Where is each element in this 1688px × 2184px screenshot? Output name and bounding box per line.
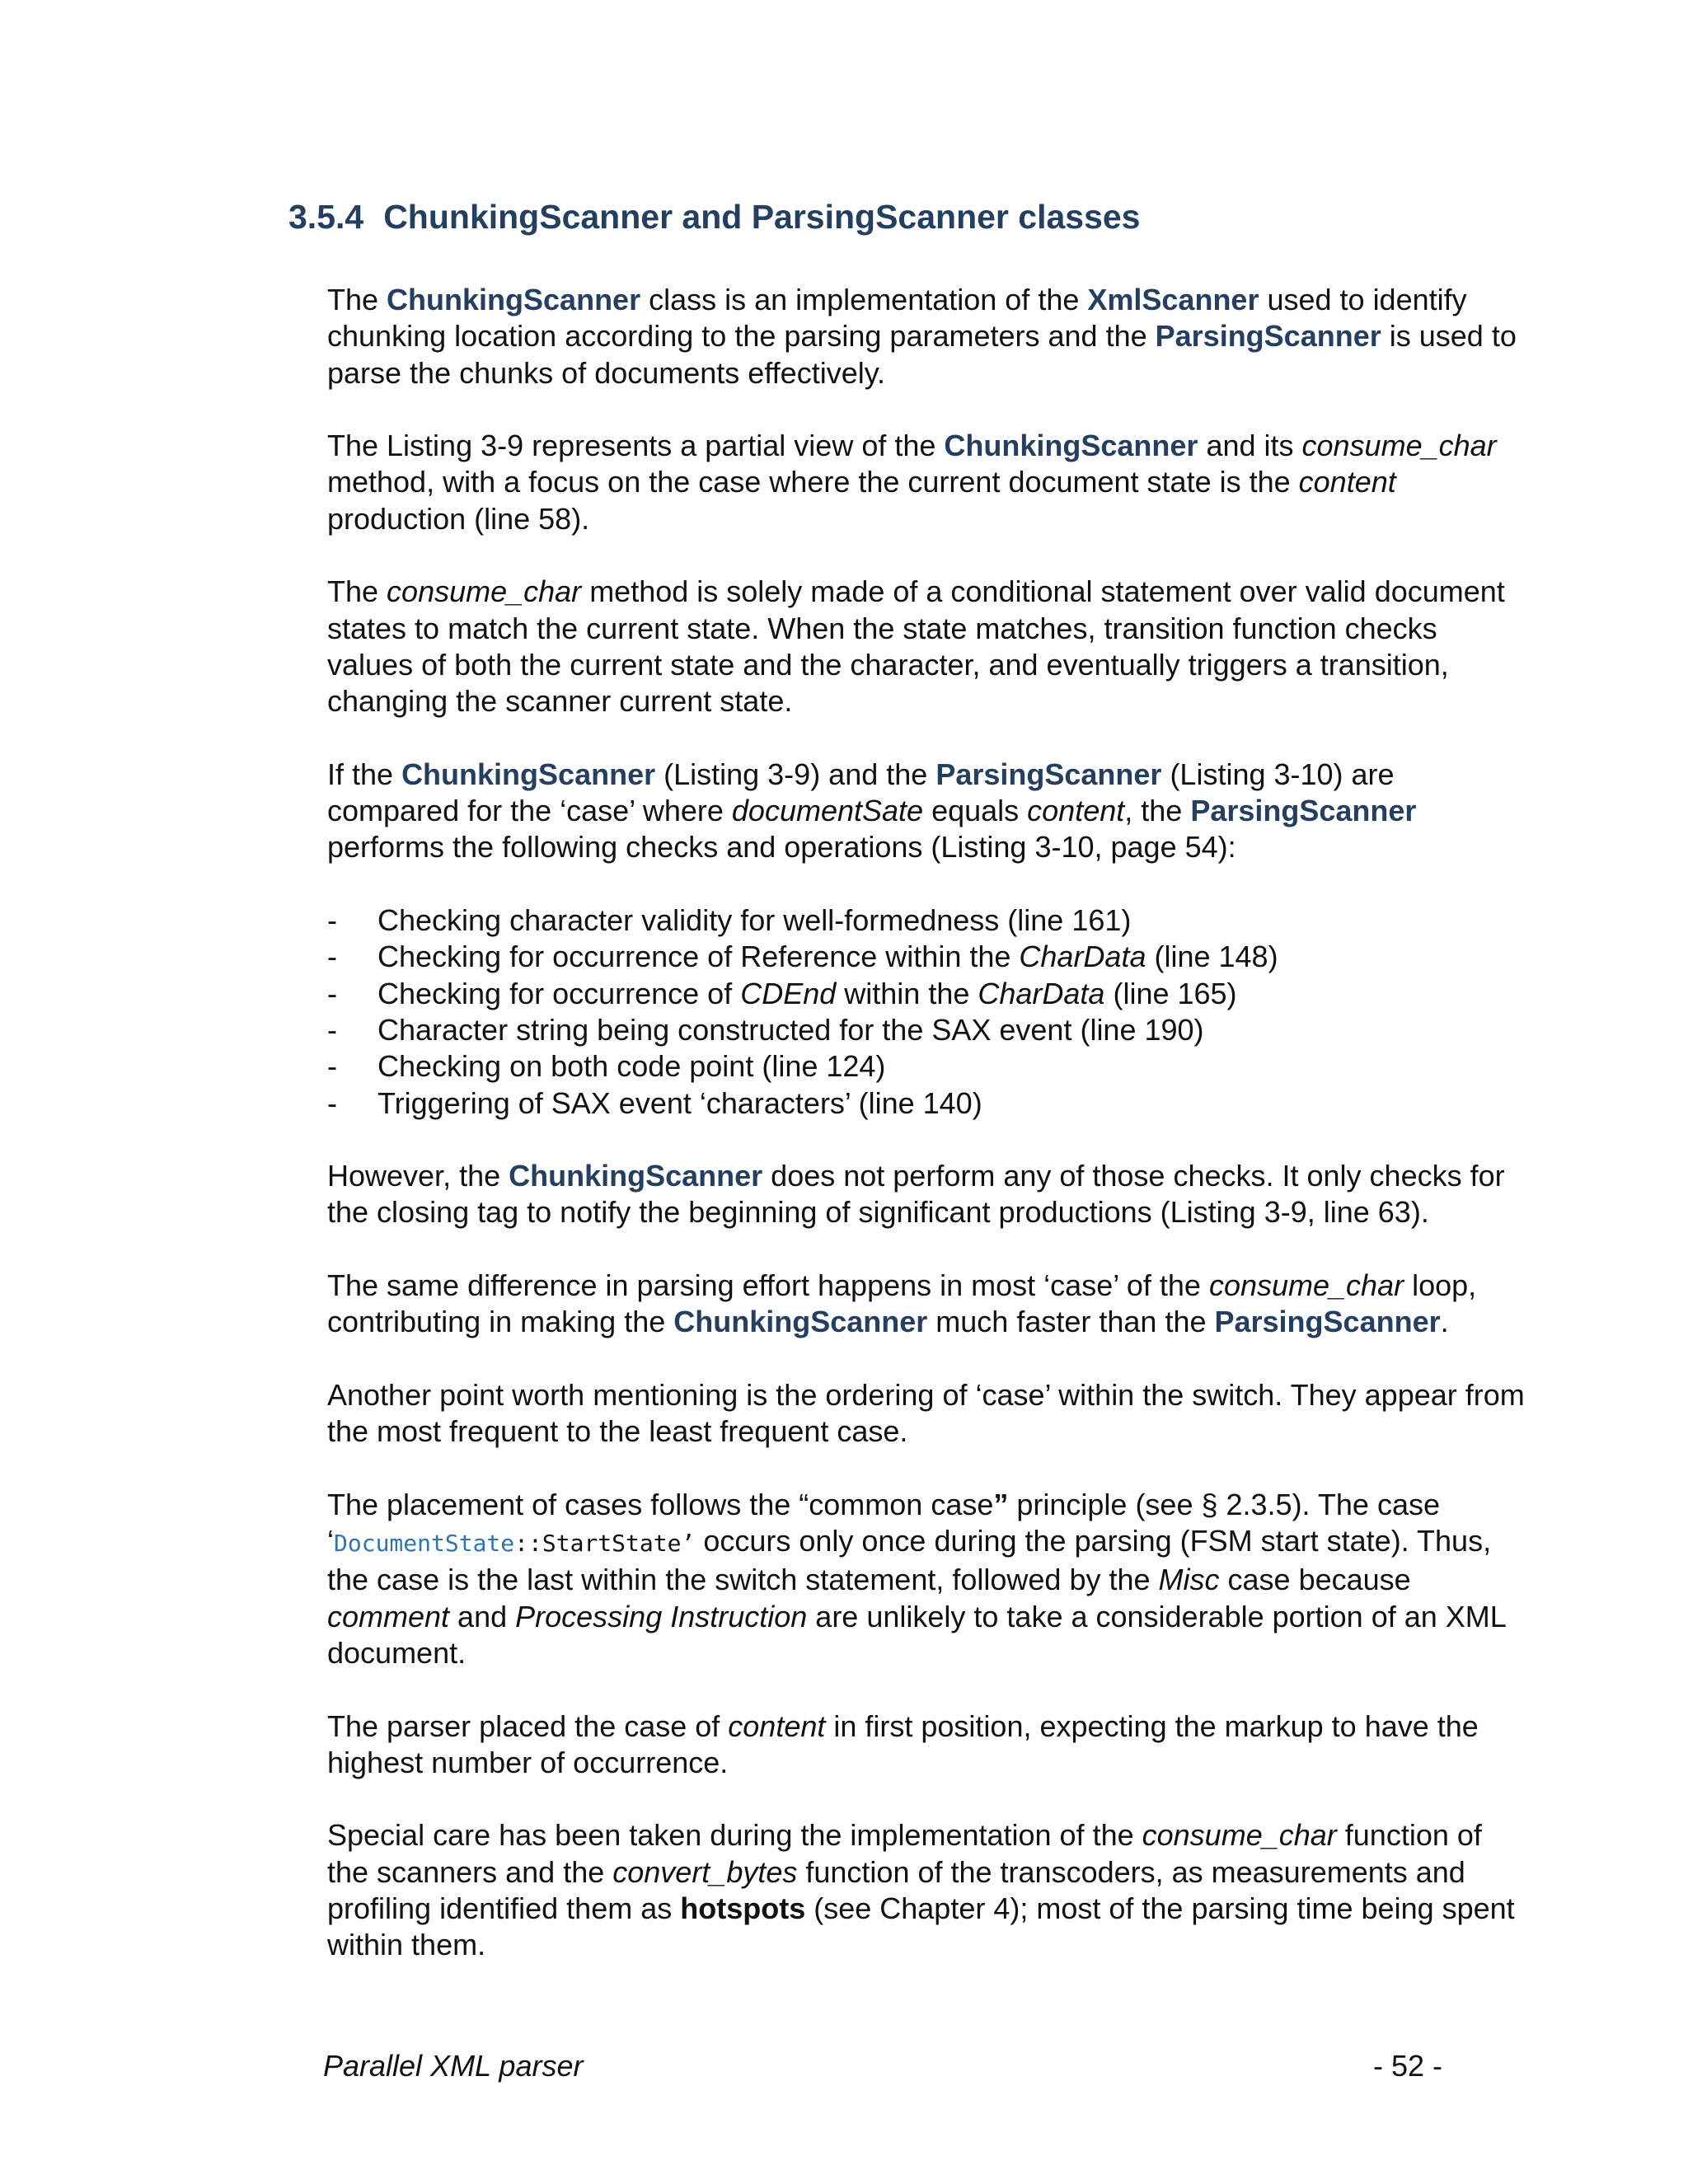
- list-dash: -: [327, 940, 337, 974]
- paragraph-7: Another point worth mentioning is the ordering of ‘case’ within the switch. They appear from the most frequent to the least frequent case.: [327, 1377, 1525, 1449]
- paragraph-6: The same difference in parsing effort happens in most ‘case’ of the consume_char loop, contributing in making the ChunkingScanner much faster than the ParsingScanner.: [327, 1268, 1477, 1339]
- list-dash: -: [327, 1085, 337, 1120]
- footer-document-title: Parallel XML parser: [323, 2049, 584, 2083]
- production-name: content: [1027, 794, 1125, 828]
- method-name: convert_bytes: [612, 1854, 798, 1889]
- code-type-name: DocumentState: [334, 1530, 515, 1558]
- class-name: ParsingScanner: [1214, 1305, 1441, 1339]
- list-item: - Checking for occurrence of Reference within the CharData (line 148): [327, 939, 1531, 975]
- class-name: ParsingScanner: [1155, 319, 1381, 354]
- class-name: ChunkingScanner: [401, 757, 656, 791]
- method-name: consume_char: [387, 574, 582, 609]
- class-name: ChunkingScanner: [509, 1159, 763, 1193]
- list-dash: -: [327, 1012, 337, 1047]
- body-text: [327, 282, 1531, 2000]
- paragraph-9: The parser placed the case of content in first position, expecting the markup to have the highest number of occurrence.: [327, 1708, 1479, 1779]
- emphasis: hotspots: [680, 1891, 806, 1926]
- checks-list: [327, 902, 1531, 1122]
- production-name: content: [1298, 465, 1396, 499]
- list-item: - Checking on both code point (line 124): [327, 1048, 1531, 1085]
- paragraph-8: The placement of cases follows the “common case” principle (see § 2.3.5). The case ‘DocumentState::StartState’ occurs only once during the parsing (FSM start state). Thus, the case is the last within the switch statement, followed by the Misc case because comment and Processing Instruction are unlikely to take a considerable portion of an XML document.: [327, 1487, 1506, 1670]
- class-name: ParsingScanner: [935, 757, 1162, 791]
- list-item: - Checking for occurrence of CDEnd within the CharData (line 165): [327, 976, 1531, 1012]
- method-name: consume_char: [1142, 1818, 1337, 1853]
- list-dash: -: [327, 1049, 337, 1084]
- method-name: consume_char: [1301, 429, 1497, 463]
- section-number: 3.5.4: [288, 198, 364, 236]
- class-name: ParsingScanner: [1190, 794, 1417, 828]
- class-name: ChunkingScanner: [944, 429, 1198, 463]
- section-heading: [288, 198, 1140, 237]
- list-dash: -: [327, 976, 337, 1010]
- class-name: XmlScanner: [1087, 283, 1259, 316]
- list-dash: -: [327, 903, 337, 938]
- variable-name: documentSate: [731, 794, 924, 828]
- paragraph-10: Special care has been taken during the implementation of the consume_char function of the scanners and the convert_bytes function of the transcoders, as measurements and profiling identified them as hotspots (see Chapter 4); most of the parsing time being spent within them.: [327, 1818, 1515, 1962]
- code-member: ::StartState’: [514, 1530, 696, 1558]
- method-name: consume_char: [1208, 1268, 1404, 1303]
- class-name: ChunkingScanner: [673, 1305, 928, 1339]
- paragraph-4: If the ChunkingScanner (Listing 3-9) and the ParsingScanner (Listing 3-10) are compared for the ‘case’ where documentSate equals content, the ParsingScanner performs the following checks and operations (Listing 3-10, page 54):: [327, 757, 1417, 865]
- section-title: ChunkingScanner and ParsingScanner classes: [383, 198, 1141, 236]
- list-item: - Character string being constructed for the SAX event (line 190): [327, 1012, 1531, 1048]
- paragraph-2: The Listing 3-9 represents a partial view of the ChunkingScanner and its consume_char method, with a focus on the case where the current document state is the content production (line 58).: [327, 429, 1497, 536]
- paragraph-1: The ChunkingScanner class is an implementation of the XmlScanner used to identify chunking location according to the parsing parameters and the ParsingScanner is used to parse the chunks of documents effectively.: [327, 283, 1517, 390]
- paragraph-3: The consume_char method is solely made of a conditional statement over valid document states to match the current state. When the state matches, transition function checks values of both the current state and the character, and eventually triggers a transition, changing the scanner current state.: [327, 574, 1505, 719]
- list-item: - Checking character validity for well-formedness (line 161): [327, 902, 1531, 939]
- footer-page-number: - 52 -: [1373, 2049, 1443, 2083]
- class-name: ChunkingScanner: [387, 283, 641, 316]
- list-item: - Triggering of SAX event ‘characters’ (line 140): [327, 1085, 1531, 1122]
- paragraph-5: However, the ChunkingScanner does not perform any of those checks. It only checks for the closing tag to notify the beginning of significant productions (Listing 3-9, line 63).: [327, 1159, 1505, 1230]
